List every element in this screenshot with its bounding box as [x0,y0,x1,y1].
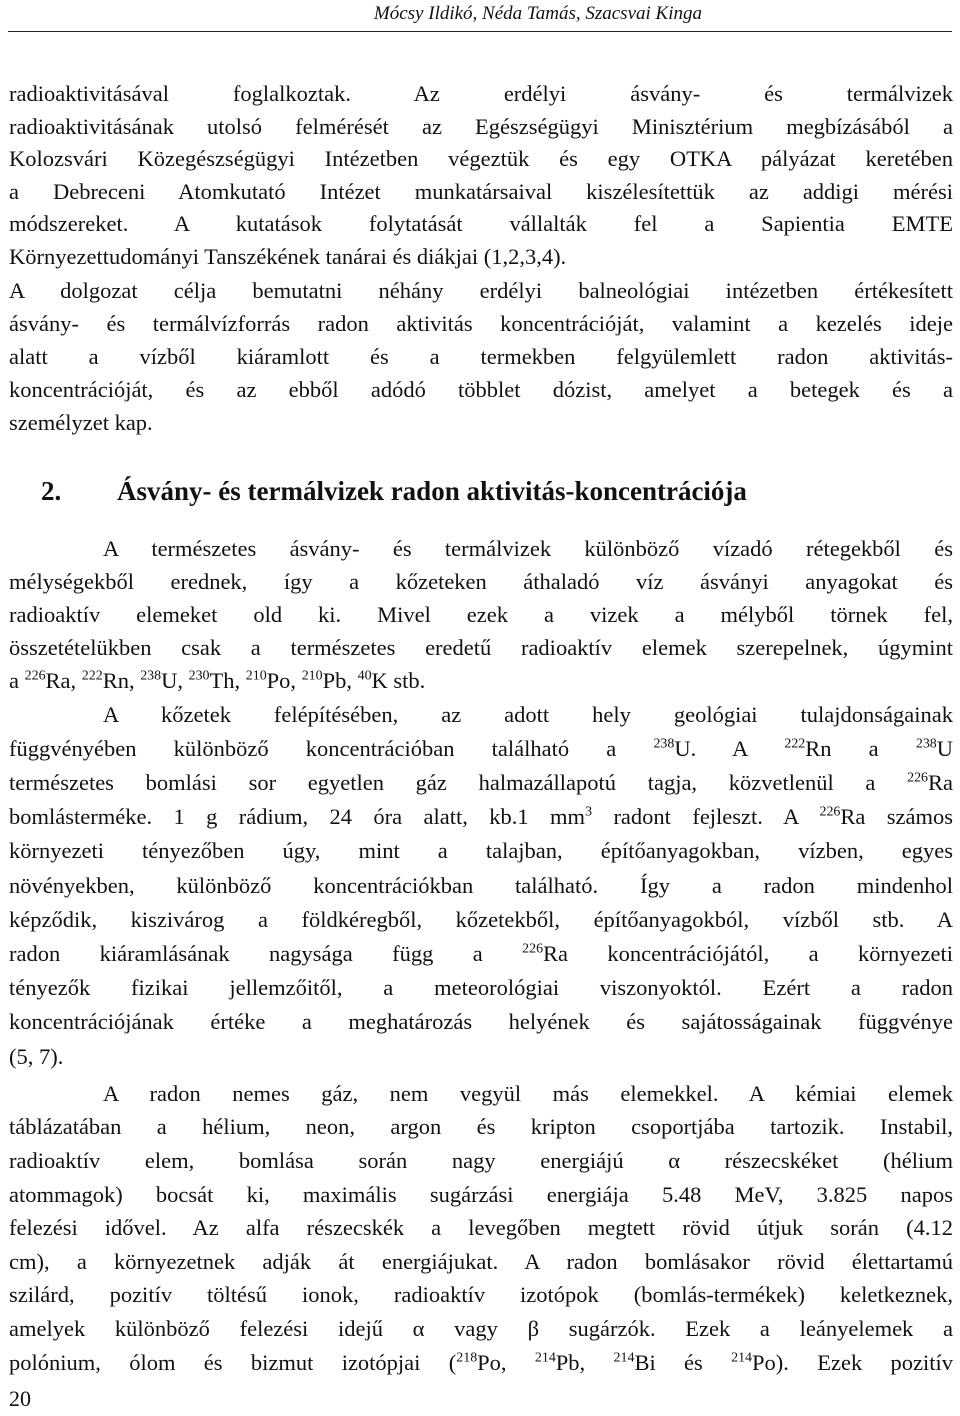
text-line: tényezők fizikai jellemzőitől, a meteorológiai viszonyoktól. Ezért a radon [9,975,953,1001]
text-line: A radon nemes gáz, nem vegyül más elemekkel. A kémiai elemek [103,1080,953,1106]
text-line: A dolgozat célja bemutatni néhány erdélyi balneológiai intézetben értékesített [9,277,953,303]
text-line: radon kiáramlásának nagysága függ a $^{226}$Ra koncentrációjától, a környezeti [9,941,953,966]
text-line: összetételükben csak a természetes eredetű radioaktív elemek szerepelnek, úgymint [9,634,953,660]
text-line: Környezettudományi Tanszékének tanárai és diákjai (1,2,3,4). [9,243,567,269]
text-line: koncentrációjának értéke a meghatározás helyének és sajátosságainak függvénye [9,1009,953,1035]
header-authors: Mócsy Ildikó, Néda Tamás, Szacsvai Kinga [373,3,702,24]
text-line: ásvány- és termálvízforrás radon aktivitás koncentrációját, valamint a kezelés ideje [9,310,953,336]
text-line: A természetes ásvány- és termálvizek különböző vízadó rétegekből és [103,535,953,561]
text-line: képződik, kiszivárog a földkéregből, kőzetekből, építőanyagokból, vízből stb. A [9,906,953,932]
text-line: módszereket. A kutatások folytatását vállalták fel a Sapientia EMTE [9,211,953,237]
text-line: függvényében különböző koncentrációban található a $^{238}$U. A $^{222}$Rn a $^{238}$U [9,735,953,761]
header-rule [8,31,952,32]
paragraph-intro [9,78,953,274]
section-title: Ásvány- és termálvizek radon aktivitás-koncentrációja [117,475,747,506]
text-line: felezési idővel. Az alfa részecskék a levegőben megtett rövid útjuk során (4.12 [9,1215,953,1241]
paragraph-aim [9,274,953,440]
text-line: növényekben, különböző koncentrációkban található. Így a radon mindenhol [9,872,953,898]
text-line: radioaktivitásával foglalkoztak. Az erdélyi ásvány- és termálvizek [9,81,953,106]
text-line: Kolozsvári Közegészségügyi Intézetben végeztük és egy OTKA pályázat keretében [9,146,953,172]
page-body [9,78,953,1379]
text-line: környezeti tényezőben úgy, mint a talajban, építőanyagokban, vízben, egyes [9,838,953,864]
section-number: 2. [41,475,62,506]
isotope-list-line: a $^{226}$Ra, $^{222}$Rn, $^{238}$U, $^{230}$Th, $^{210}$Po, $^{210}$Pb, $^{40}$K stb. [9,667,426,693]
paragraph-origin [9,532,953,697]
text-line: A kőzetek felépítésében, az adott hely geológiai tulajdonságainak [103,701,953,727]
text-line: mélységekből erednek, így a kőzeteken áthaladó víz ásványi anyagokat és [9,568,953,594]
text-line: amelyek különböző felezési idejű α vagy β sugárzók. Ezek a leányelemek a [9,1315,953,1341]
section-heading [9,476,953,534]
text-line: polónium, ólom és bizmut izotópjai ($^{218}$Po, $^{214}$Pb, $^{214}$Bi és $^{214}$Po). Ezek pozitív [9,1349,954,1375]
text-line: természetes bomlási sor egyetlen gáz halmazállapotú tagja, közvetlenül a $^{226}$Ra [9,769,953,795]
text-line: szilárd, pozitív töltésű ionok, radioaktív izotópok (bomlás-termékek) keletkeznek, [9,1282,953,1308]
text-line: bomlásterméke. 1 g rádium, 24 óra alatt, kb.1 $mm^3$ radont fejleszt. A $^{226}$Ra számos [9,804,954,830]
text-line: radioaktív elemeket old ki. Mivel ezek a vizek a mélyből törnek fel, [9,601,953,627]
text-line: koncentrációját, és az ebből adódó többlet dózist, amelyet a betegek és a [9,377,953,403]
text-line: cm), a környezetnek adják át energiájukat. A radon bomlásakor rövid élettartamú [9,1248,953,1274]
text-line: atommagok) bocsát ki, maximális sugárzási energiája 5.48 MeV, 3.825 napos [9,1181,953,1207]
paragraph-radium [9,698,953,1074]
text-line: radioaktív elem, bomlása során nagy energiájú α részecskéket (hélium [9,1148,953,1173]
text-line: radioaktivitásának utolsó felmérését az Egészségügyi Minisztérium megbízásából a [9,113,953,139]
text-line: alatt a vízből kiáramlott és a termekben felgyülemlett radon aktivitás- [9,343,953,369]
text-line: személyzet kap. [9,410,153,436]
paragraph-radon-properties [9,1077,953,1379]
text-line: a Debreceni Atomkutató Intézet munkatársaival kiszélesítettük az addigi mérési [9,178,953,204]
text-line: táblázatában a hélium, neon, argon és kripton csoportjába tartozik. Instabil, [9,1114,953,1140]
page-number: 20 [9,1386,31,1411]
text-line: (5, 7). [9,1043,64,1069]
